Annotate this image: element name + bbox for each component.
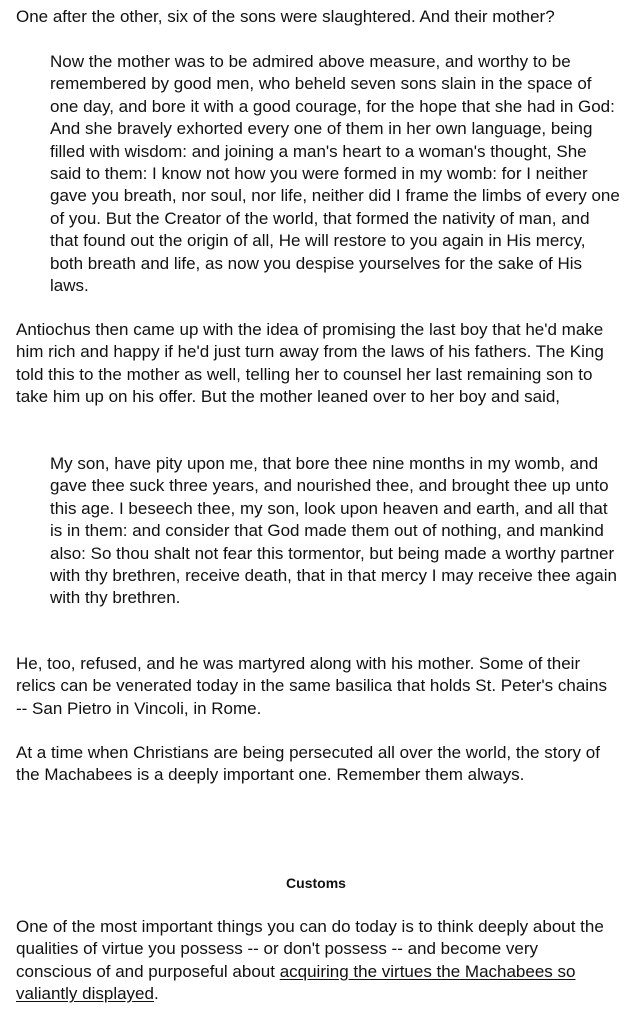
customs-text: One of the most important things you can do today is to think deeply about the qualities of virtue you possess -- or don't possess -- and become very conscious of and purposeful about: [16, 917, 604, 981]
block-quote-mother: Now the mother was to be admired above measure, and worthy to be remembered by good men, who beheld seven sons slain in the space of one day, and bore it with a good courage, for the hope that she had in God: And she bravely exhorted every one of them in her own language, being filled with wisdom: and joining a man's heart to a woman's thought, She said to them: I know not how you were formed in my womb: for I neither gave you breath, nor soul, nor life, neither did I frame the limbs of every one of you. But the Creator of the world, that formed the nativity of man, and that found out the origin of all, He will restore to you again in His mercy, both breath and life, as now you despise yourselves for the sake of His laws.: [50, 52, 620, 296]
intro-paragraph: One after the other, six of the sons were slaughtered. And their mother?: [16, 7, 555, 26]
customs-paragraph: [16, 916, 616, 1006]
customs-period: .: [153, 984, 159, 1004]
paragraph-persecuted: At a time when Christians are being persecuted all over the world, the story of the Machabees is a deeply important one. Remember them always.: [16, 743, 600, 785]
block-quote-son: My son, have pity upon me, that bore thee nine months in my womb, and gave thee suck three years, and nourished thee, and brought thee up unto this age. I beseech thee, my son, look upon heaven and earth, and all that is in them: and consider that God made them out of nothing, and mankind also: So thou shalt not fear this tormentor, but being made a worthy partner with thy brethren, receive death, that in that mercy I may receive thee again with thy brethren.: [50, 454, 617, 608]
paragraph-martyred: He, too, refused, and he was martyred along with his mother. Some of their relics can be venerated today in the same basilica that holds St. Peter's chains -- San Pietro in Vincoli, in Rome.: [16, 654, 608, 718]
customs-heading: Customs: [286, 875, 346, 891]
virtues-link[interactable]: acquiring the virtues the Machabees so valiantly displayed: [16, 961, 576, 1004]
paragraph-antiochus: Antiochus then came up with the idea of promising the last boy that he'd make him rich and happy if he'd just turn away from the laws of his fathers. The King told this to the mother as well, telling her to counsel her last remaining son to take him up on his offer. But the mother leaned over to her boy and said,: [16, 320, 604, 407]
